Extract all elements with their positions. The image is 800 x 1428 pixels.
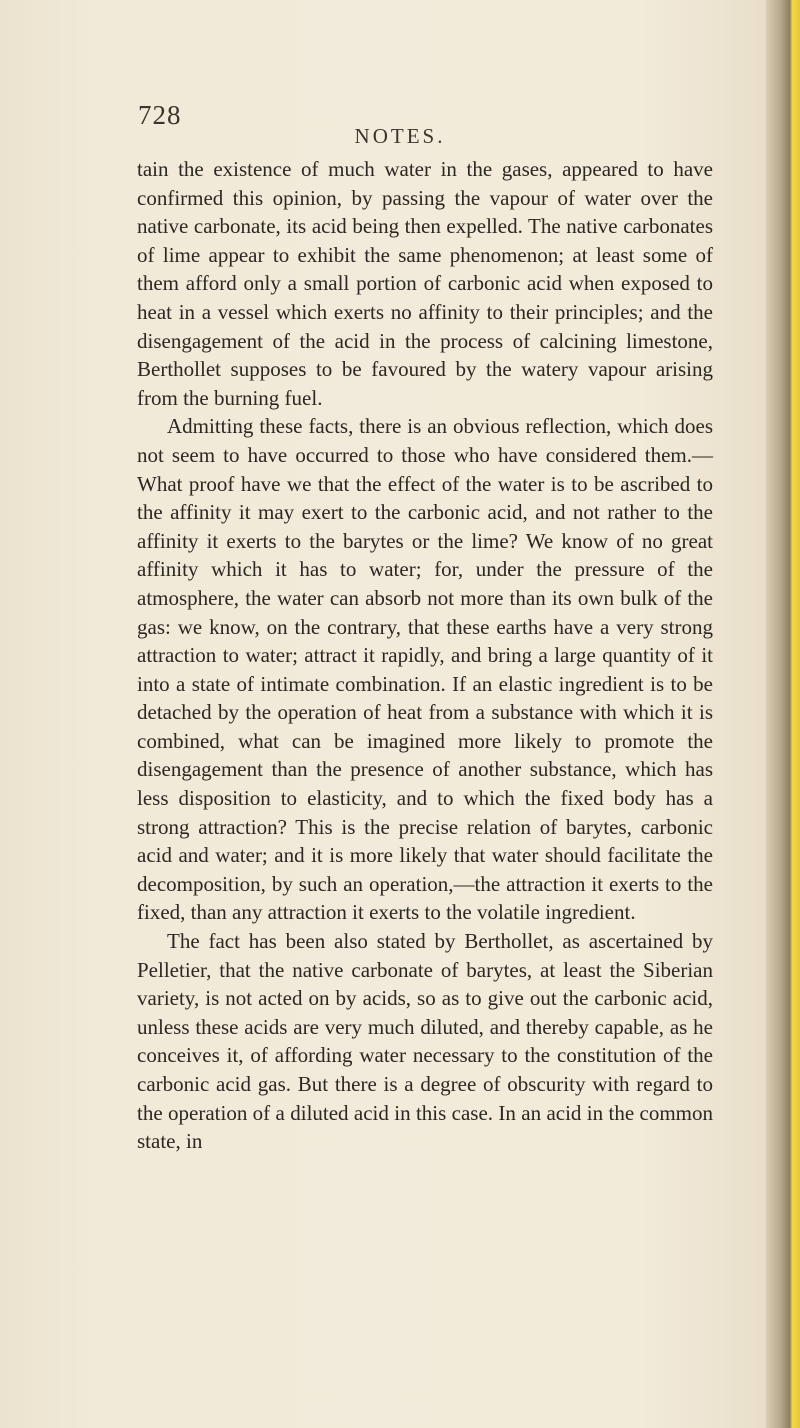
page-number: 728 (138, 100, 182, 130)
paragraph-1: tain the existence of much water in the gases, appeared to have confirmed this opinion, by passing the vapour of water over the native carbonate, its acid being then expelled. The native carbonates of lime appear to exhibit the same phenomenon; at least some of them afford only a small portion of carbonic acid when exposed to heat in a vessel which exerts no affinity to their principles; and the disengagement of the acid in the process of calcining limestone, Berthollet supposes to be favoured by the watery vapour arising from the burning fuel. (137, 157, 713, 410)
running-head: NOTES. (354, 124, 446, 148)
paragraph-3: The fact has been also stated by Berthollet, as ascertained by Pelletier, that the native carbonate of barytes, at least the Siberian variety, is not acted on by acids, so as to give out the carbonic acid, unless these acids are very much diluted, and thereby capable, as he conceives it, of affording water necessary to the constitution of the carbonic acid gas. But there is a degree of obscurity with regard to the operation of a diluted acid in this case. In an acid in the common state, in (137, 929, 713, 1154)
body-text (137, 155, 713, 1156)
page-edge-gutter (766, 0, 800, 1428)
paragraph-2: Admitting these facts, there is an obvious reflection, which does not seem to have occurred to those who have considered them.—What proof have we that the effect of the water is to be ascribed to the affinity it may exert to the carbonic acid, and not rather to the affinity it exerts to the barytes or the lime? We know of no great affinity which it has to water; for, under the pressure of the atmosphere, the water can absorb not more than its own bulk of the gas: we know, on the contrary, that these earths have a very strong attraction to water; attract it rapidly, and bring a large quantity of it into a state of intimate combination. If an elastic ingredient is to be detached by the operation of heat from a substance with which it is combined, what can be imagined more likely to promote the disengagement than the presence of another substance, which has less disposition to elasticity, and to which the fixed body has a strong attraction? This is the precise relation of barytes, carbonic acid and water; and it is more likely that water should facilitate the decomposition, by such an operation,—the attraction it exerts to the fixed, than any attraction it exerts to the volatile ingredient. (137, 414, 713, 925)
